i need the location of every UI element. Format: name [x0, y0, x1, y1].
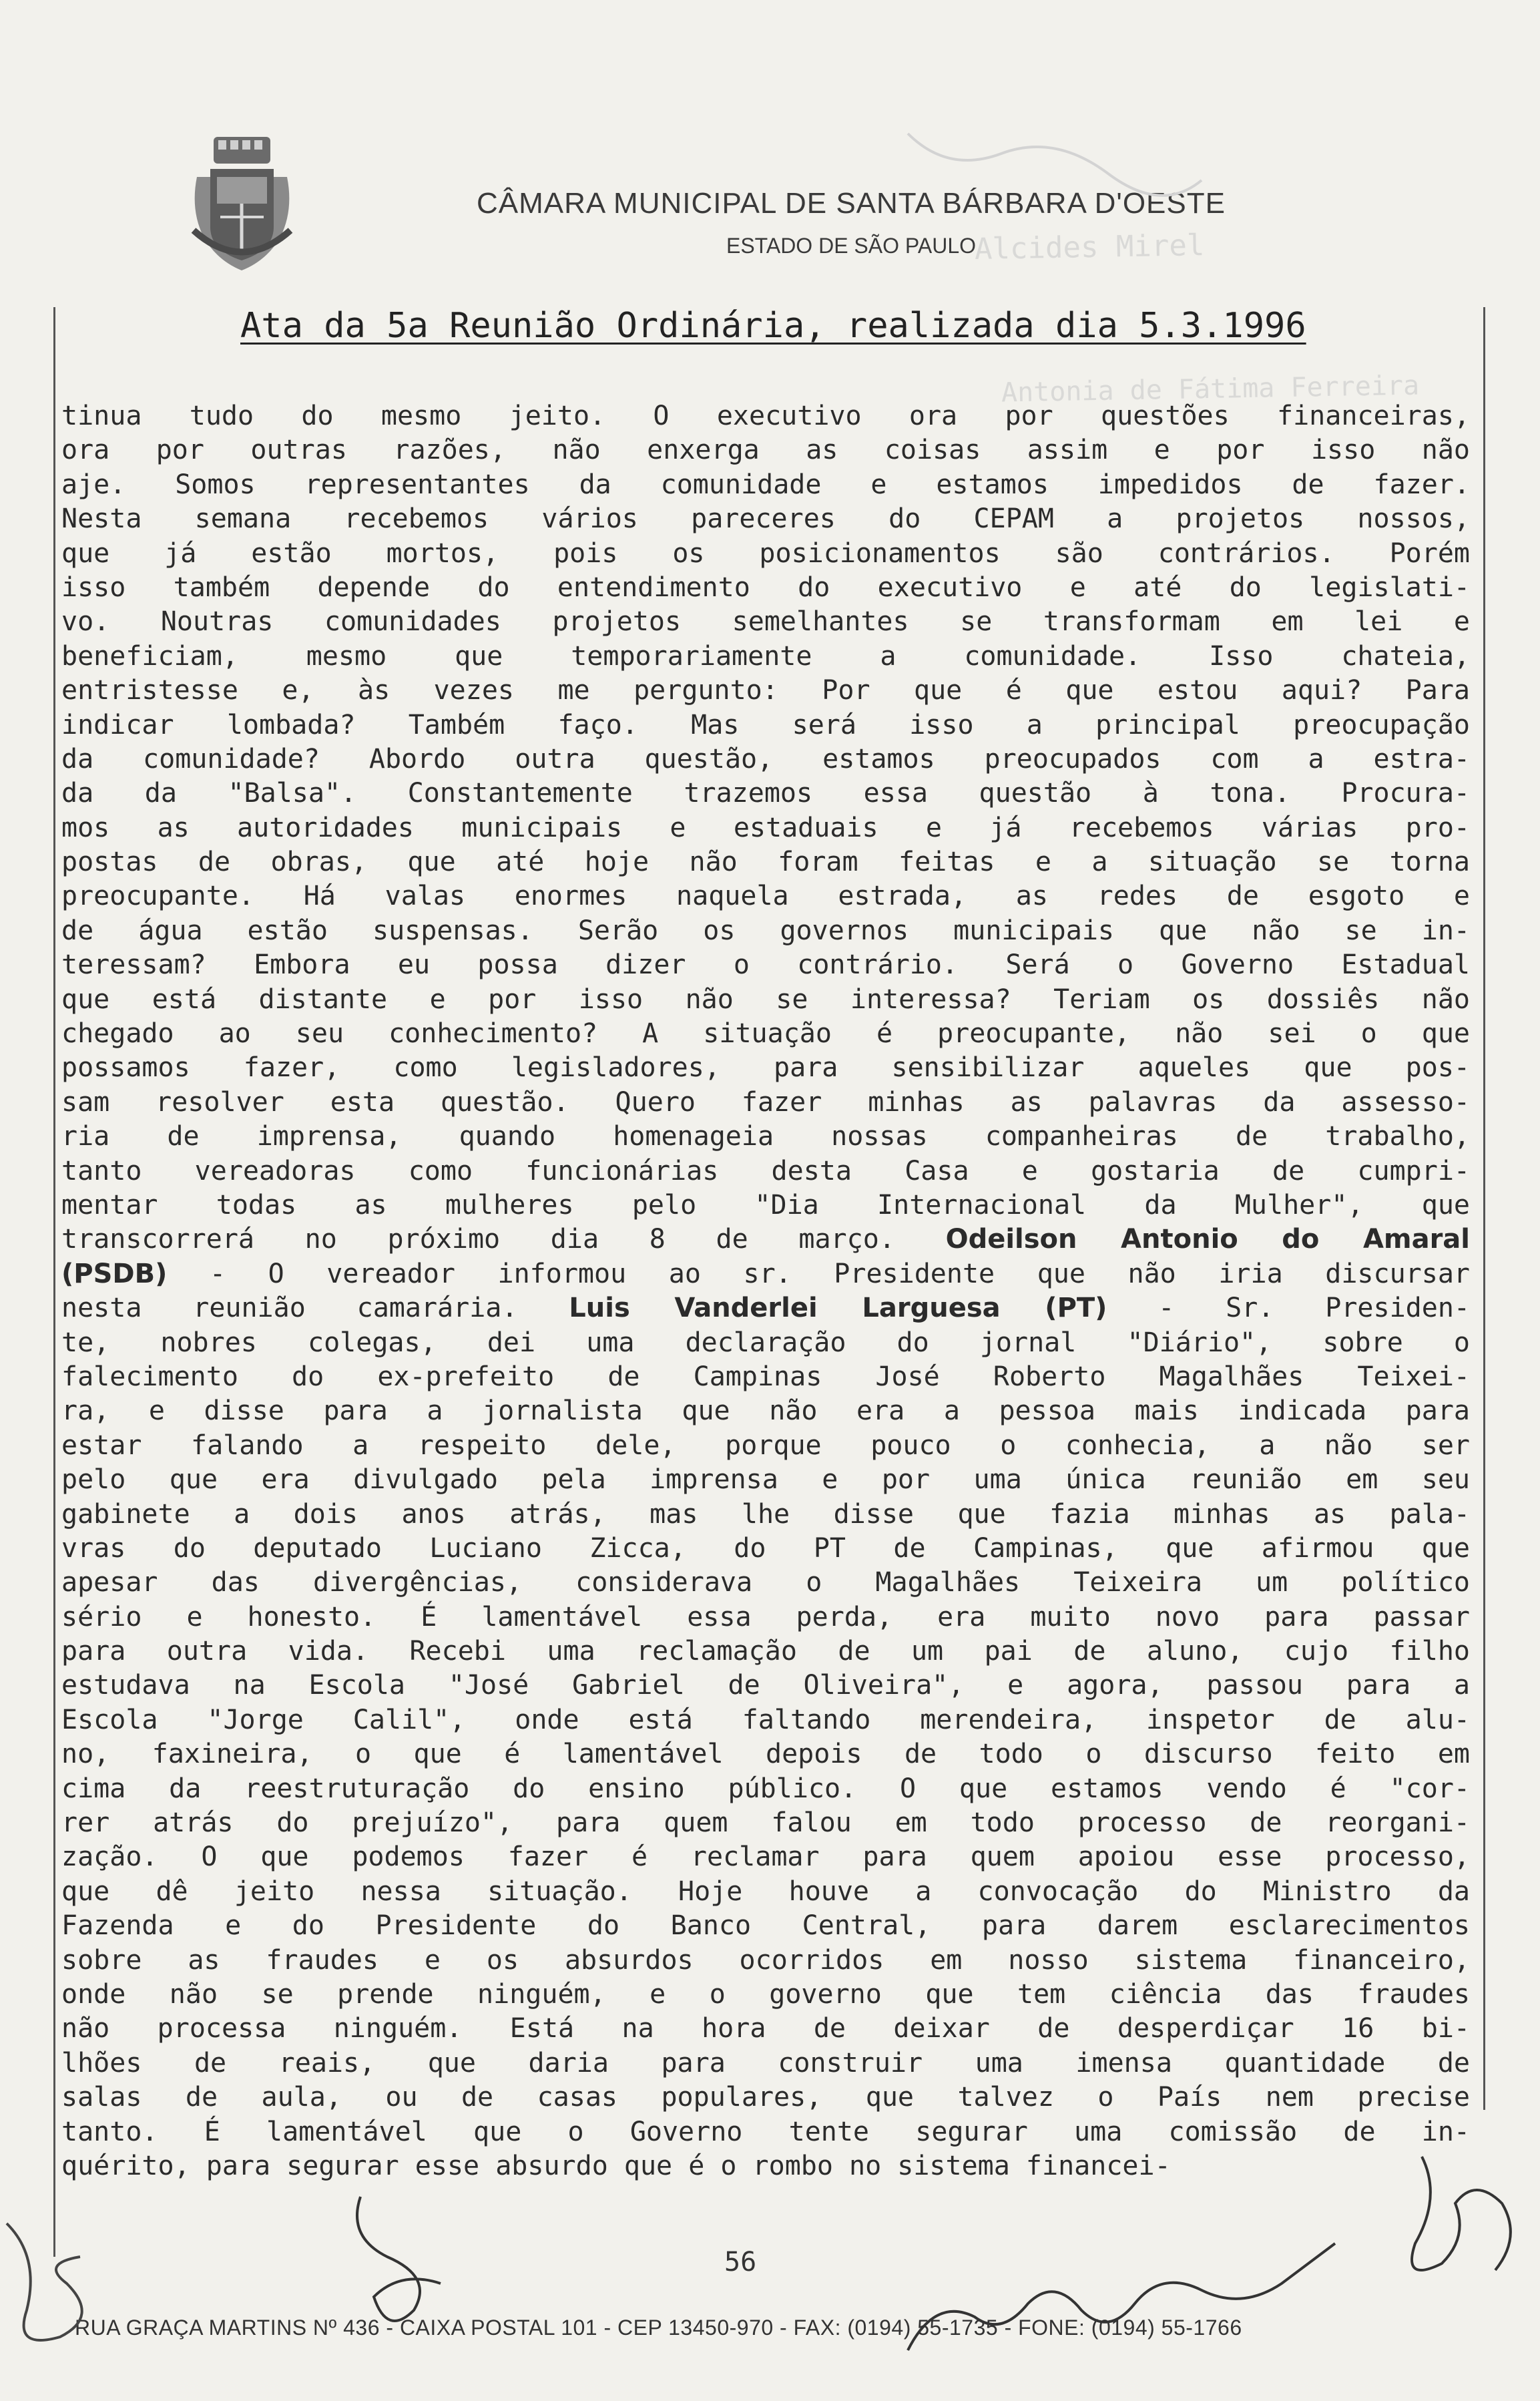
- text-line: beneficiam, mesmo que temporariamente a comunidade. Isso chateia,: [61, 640, 1470, 672]
- text-line: ora por outras razões, não enxerga as coisas assim e por isso não: [61, 435, 1470, 466]
- text-segment: - Sr. Presiden-: [1158, 1293, 1470, 1324]
- coat-of-arms-icon: [190, 137, 294, 274]
- text-line: ria de imprensa, quando homenageia nossas companheiras de trabalho,: [61, 1121, 1470, 1152]
- text-line: sam resolver esta questão. Quero fazer minhas as palavras da assesso-: [61, 1086, 1470, 1118]
- text-line: Nesta semana recebemos vários pareceres do CEPAM a projetos nossos,: [61, 503, 1470, 535]
- text-line: possamos fazer, como legisladores, para sensibilizar aqueles que pos-: [61, 1052, 1470, 1084]
- speaker-name: Luis Vanderlei Larguesa (PT): [569, 1293, 1107, 1324]
- text-line: tinua tudo do mesmo jeito. O executivo ora por questões financeiras,: [61, 401, 1470, 431]
- text-line: para outra vida. Recebi uma reclamação de um pai de aluno, cujo filho: [61, 1636, 1470, 1667]
- left-corner-signature: [7, 2223, 82, 2340]
- text-segment: transcorrerá no próximo dia 8 de março.: [61, 1224, 895, 1255]
- right-margin-rule: [1483, 307, 1485, 2110]
- text-line: onde não se prende ninguém, e o governo que tem ciência das fraudes: [61, 1978, 1470, 2010]
- text-line: Fazenda e do Presidente do Banco Central, para darem esclarecimentos: [61, 1910, 1470, 1942]
- text-line: estudava na Escola "José Gabriel de Oliveira", e agora, passou para a: [61, 1670, 1470, 1701]
- text-line: que dê jeito nessa situação. Hoje houve a convocação do Ministro da: [61, 1876, 1470, 1907]
- text-line: estar falando a respeito dele, porque pouco o conhecia, a não ser: [61, 1430, 1470, 1461]
- text-line: lhões de reais, que daria para construir uma imensa quantidade de: [61, 2047, 1470, 2079]
- text-line: que está distante e por isso não se interessa? Teriam os dossiês não: [61, 984, 1470, 1015]
- text-line: [61, 1223, 1470, 1257]
- text-line: indicar lombada? Também faço. Mas será isso a principal preocupação: [61, 709, 1470, 740]
- text-line: tanto. É lamentável que o Governo tente segurar uma comissão de in-: [61, 2116, 1470, 2147]
- text-line: entristesse e, às vezes me pergunto: Por que é que estou aqui? Para: [61, 675, 1470, 706]
- text-line: salas de aula, ou de casas populares, que talvez o País nem precise: [61, 2082, 1470, 2113]
- text-line: sério e honesto. É lamentável essa perda, era muito novo para passar: [61, 1601, 1470, 1632]
- text-line: postas de obras, que até hoje não foram feitas e a situação se torna: [61, 847, 1470, 878]
- text-line: [61, 1257, 1470, 1291]
- text-line: da comunidade? Abordo outra questão, estamos preocupados com a estra-: [61, 743, 1470, 775]
- text-line: pelo que era divulgado pela imprensa e por uma única reunião em seu: [61, 1464, 1470, 1496]
- speaker-party: (PSDB): [61, 1258, 168, 1289]
- text-line: mentar todas as mulheres pelo "Dia Internacional da Mulher", que: [61, 1189, 1470, 1221]
- text-line: que já estão mortos, pois os posicionamentos são contrários. Porém: [61, 537, 1470, 569]
- ghost-signature-2: Antonia de Fátima Ferreira: [1001, 370, 1420, 409]
- text-line: Escola "Jorge Calil", onde está faltando merendeira, inspetor de alu-: [61, 1704, 1470, 1735]
- text-line: não processa ninguém. Está na hora de deixar de desperdiçar 16 bi-: [61, 2013, 1470, 2044]
- text-line: isso também depende do entendimento do executivo e até do legislati-: [61, 572, 1470, 603]
- ghost-signature-1: Alcides Mirel: [974, 228, 1205, 267]
- text-line: chegado ao seu conhecimento? A situação é preocupante, não sei o que: [61, 1018, 1470, 1050]
- text-segment: nesta reunião camarária.: [61, 1293, 518, 1324]
- footer-address: RUA GRAÇA MARTINS Nº 436 - CAIXA POSTAL 101 - CEP 13450-970 - FAX: (0194) 55-1735 - FONE: (0194) 55-1766: [75, 2316, 1242, 2340]
- text-line: teressam? Embora eu possa dizer o contrário. Será o Governo Estadual: [61, 949, 1470, 981]
- faint-top-signature: [908, 134, 1202, 196]
- initials-signature-1: [357, 2197, 441, 2321]
- text-line: de água estão suspensas. Serão os governos municipais que não se in-: [61, 915, 1470, 946]
- text-line: falecimento do ex-prefeito de Campinas José Roberto Magalhães Teixei-: [61, 1361, 1470, 1392]
- text-line: vo. Noutras comunidades projetos semelhantes se transformam em lei e: [61, 606, 1470, 638]
- minutes-body: [61, 399, 1470, 2183]
- text-line: cima da reestruturação do ensino público. O que estamos vendo é "cor-: [61, 1773, 1470, 1804]
- text-line: sobre as fraudes e os absurdos ocorridos em nosso sistema financeiro,: [61, 1944, 1470, 1976]
- text-line: da da "Balsa". Constantemente trazemos essa questão à tona. Procura-: [61, 778, 1470, 809]
- text-line: mos as autoridades municipais e estaduais e já recebemos várias pro-: [61, 812, 1470, 843]
- speaker-name: Odeilson Antonio do Amaral: [945, 1224, 1470, 1255]
- text-line: zação. O que podemos fazer é reclamar para quem apoiou esse processo,: [61, 1841, 1470, 1873]
- text-line: no, faxineira, o que é lamentável depois de todo o discurso feito em: [61, 1739, 1470, 1770]
- left-margin-rule: [53, 307, 55, 2257]
- state-name: ESTADO DE SÃO PAULO: [726, 234, 976, 258]
- text-line: [61, 1291, 1470, 1325]
- text-line: aje. Somos representantes da comunidade e estamos impedidos de fazer.: [61, 469, 1470, 500]
- text-line: quérito, para segurar esse absurdo que é o rombo no sistema financei-: [61, 2150, 1171, 2181]
- text-line: vras do deputado Luciano Zicca, do PT de Campinas, que afirmou que: [61, 1532, 1470, 1564]
- institution-name: CÂMARA MUNICIPAL DE SANTA BÁRBARA D'OESTE: [477, 187, 1226, 220]
- text-line: ra, e disse para a jornalista que não era a pessoa mais indicada para: [61, 1395, 1470, 1427]
- text-line: preocupante. Há valas enormes naquela estrada, as redes de esgoto e: [61, 881, 1470, 912]
- text-line: rer atrás do prejuízo", para quem falou em todo processo de reorgani-: [61, 1807, 1470, 1839]
- minutes-title: Ata da 5a Reunião Ordinária, realizada dia 5.3.1996: [240, 306, 1306, 346]
- text-segment: - O vereador informou ao sr. Presidente que não iria discursar: [209, 1258, 1470, 1289]
- page-number: 56: [724, 2247, 757, 2277]
- text-line: te, nobres colegas, dei uma declaração do jornal "Diário", sobre o: [61, 1327, 1470, 1358]
- text-line: gabinete a dois anos atrás, mas lhe disse que fazia minhas as pala-: [61, 1498, 1470, 1530]
- text-line: apesar das divergências, considerava o Magalhães Teixeira um político: [61, 1567, 1470, 1598]
- text-line: tanto vereadoras como funcionárias desta Casa e gostaria de cumpri-: [61, 1155, 1470, 1186]
